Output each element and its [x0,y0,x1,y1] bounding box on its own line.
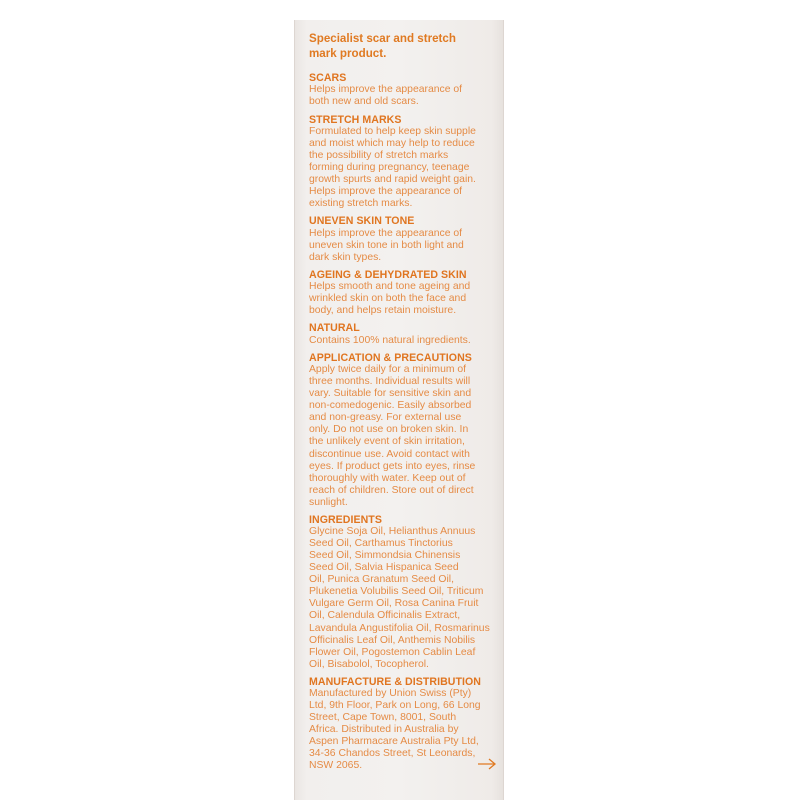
section-ingredients [309,514,499,671]
section-title: MANUFACTURE & DISTRIBUTION [309,675,481,688]
section-title: APPLICATION & PRECAUTIONS [309,351,472,364]
section-manufacture-distribution [309,676,499,773]
section-body: Helps smooth and tone ageing and wrinkled skin on both the face and body, and helps retain moisture. [309,281,471,317]
section-body: Helps improve the appearance of uneven skin tone in both light and dark skin types. [309,227,464,263]
section-application-precautions [309,352,499,509]
section-natural [309,322,499,346]
section-title: STRETCH MARKS [309,113,402,126]
section-body: Helps improve the appearance of both new and old scars. [309,84,463,108]
section-body: Glycine Soja Oil, Helianthus Annuus Seed Oil, Carthamus Tinctorius Seed Oil, Simmondsia Chinensis Seed Oil, Salvia Hispanica Seed Oil, Punica Granatum Seed Oil, Plukenetia Volubilis Seed Oil, Triticum Vulgare Germ Oil, Rosa Canina Fruit Oil, Calendula Officinalis Extract, Lavandula Angustifolia Oil, Rosmarinus Officinalis Leaf Oil, Anthemis Nobilis Flower Oil, Pogostemon Cablin Leaf Oil, Bisabolol, Tocopherol. [309,526,490,670]
section-uneven-skin-tone [309,215,499,264]
section-scars [309,72,499,109]
section-title: AGEING & DEHYDRATED SKIN [309,268,467,281]
section-title: UNEVEN SKIN TONE [309,215,415,228]
arrow-right-icon [477,757,497,771]
section-title: INGREDIENTS [309,513,382,526]
section-body: Contains 100% natural ingredients. [309,334,471,346]
section-title: SCARS [309,72,347,84]
product-info-text [309,31,499,777]
section-stretch-marks [309,114,499,211]
section-body: Manufactured by Union Swiss (Pty) Ltd, 9th Floor, Park on Long, 66 Long Street, Cape Town, 8001, South Africa. Distributed in Australia by Aspen Pharmacare Australia Pty Ltd, 34-36 Chandos Street, St Leonards, NSW 2065. [309,688,481,772]
section-title: NATURAL [309,322,360,335]
section-body: Formulated to help keep skin supple and moist which may help to reduce the possibility of stretch marks forming during pregnancy, teenage growth spurts and rapid weight gain. Helps improve the appearance of existing stretch marks. [309,125,476,210]
product-intro: Specialist scar and stretch mark product. [309,32,456,60]
section-ageing-dehydrated-skin [309,269,499,318]
section-body: Apply twice daily for a minimum of three months. Individual results will vary. Suitable for sensitive skin and non-comedogenic. Easily absorbed and non-greasy. For external use only. Do not use on broken skin. In the unlikely event of skin irritation, discontinue use. Avoid contact with eyes. If product gets into eyes, rinse thoroughly with water. Keep out of reach of children. Store out of direct sunlight. [309,364,476,508]
